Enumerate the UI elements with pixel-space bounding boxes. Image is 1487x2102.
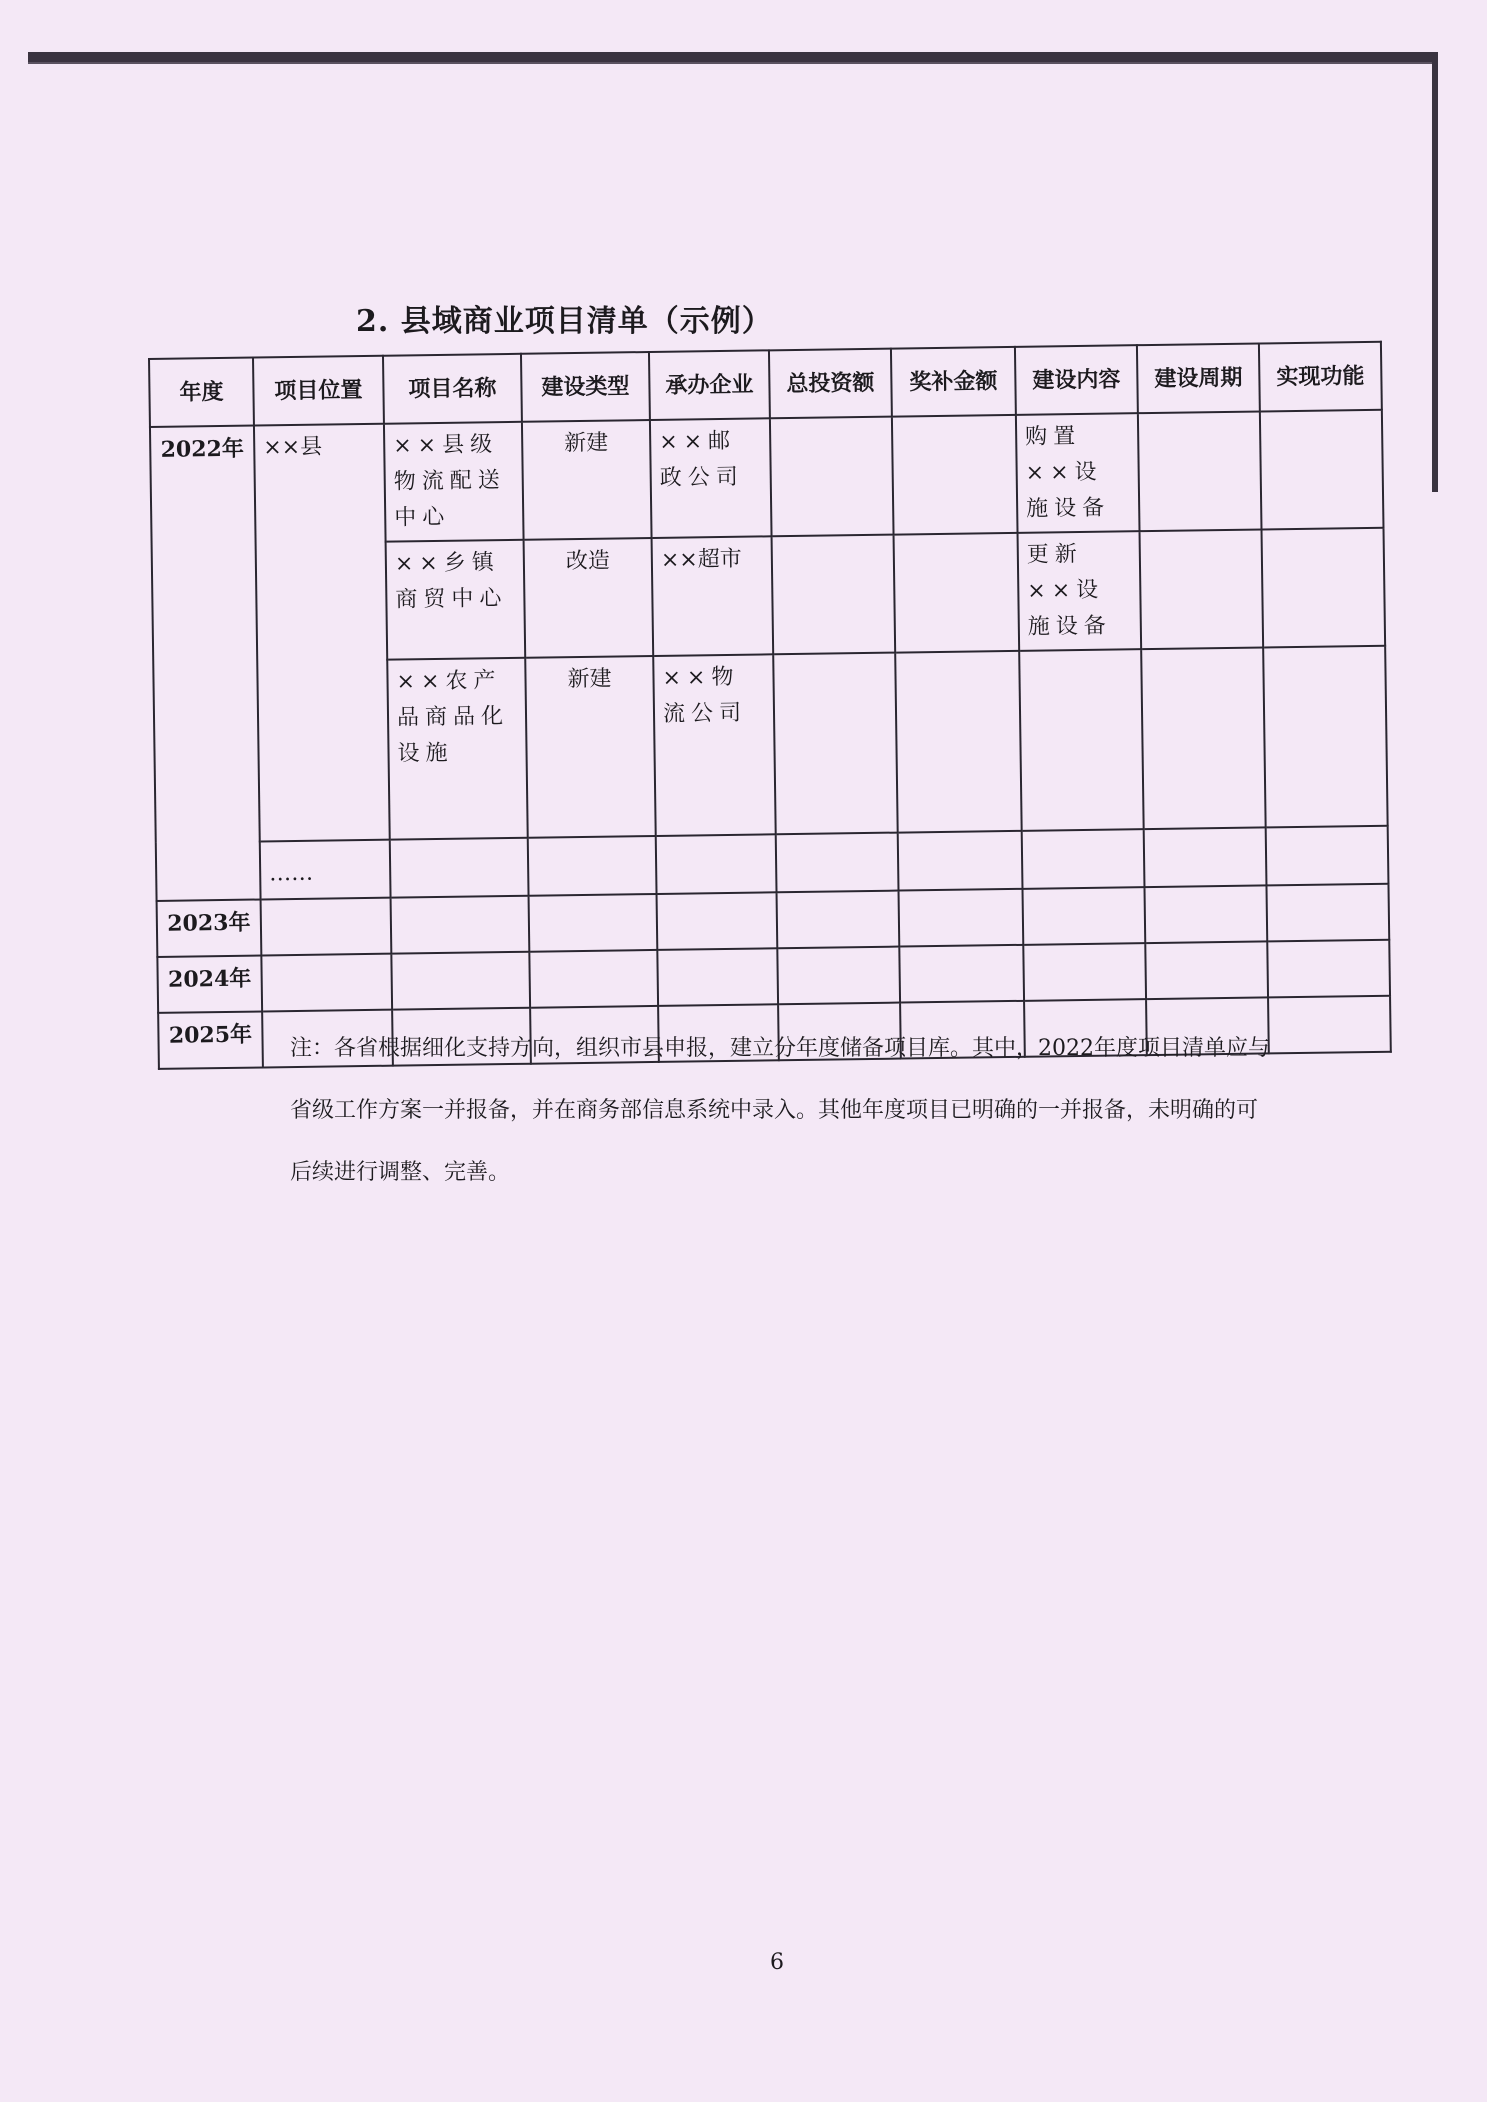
subsidy-cell: [895, 651, 1022, 833]
content-cell: 购置××设施设备: [1016, 413, 1140, 533]
header-build-type: 建设类型: [521, 352, 650, 422]
investment-cell: [772, 535, 896, 655]
header-subsidy: 奖补金额: [891, 347, 1016, 417]
header-location: 项目位置: [253, 356, 384, 426]
header-company: 承办企业: [649, 350, 770, 420]
table-footnote: 注：各省根据细化支持方向，组织市县申报，建立分年度储备项目库。其中，2022年度项目清单应与省级工作方案一并报备，并在商务部信息系统中录入。其他年度项目已明确的一并报备，未明确的可后续进行调整、完善。: [290, 1036, 1270, 1185]
header-function: 实现功能: [1259, 342, 1382, 412]
project-name-cell: ××县级物流配送中心: [384, 422, 524, 542]
header-project-name: 项目名称: [383, 354, 522, 424]
scan-top-border: [28, 52, 1438, 64]
period-cell: [1138, 411, 1262, 531]
page-number: 6: [770, 1950, 784, 1975]
year-cell-2024: 2024年: [157, 955, 262, 1012]
period-cell: [1141, 647, 1266, 829]
project-name-cell: ××乡镇商贸中心: [386, 540, 526, 660]
project-name-cell: ××农产品商品化设施: [387, 658, 527, 840]
function-cell: [1263, 646, 1388, 828]
function-cell: [1262, 528, 1386, 648]
header-year: 年度: [149, 358, 254, 427]
content-cell: 更新××设施设备: [1018, 531, 1142, 651]
build-type-cell: 新建: [522, 420, 652, 540]
content-cell: [1019, 649, 1144, 831]
investment-cell: [770, 417, 894, 537]
subsidy-cell: [892, 415, 1018, 535]
company-cell: ××超市: [652, 536, 774, 656]
subsidy-cell: [894, 533, 1020, 653]
year-cell-2023: 2023年: [157, 899, 262, 956]
year-cell-2022: 2022年: [150, 426, 261, 901]
function-cell: [1260, 410, 1384, 530]
build-type-cell: 改造: [524, 538, 654, 658]
location-cell: ××县: [254, 424, 390, 842]
build-type-cell: 新建: [525, 656, 656, 838]
table-row: [150, 410, 1384, 545]
scan-right-border: [1432, 52, 1438, 492]
company-cell: ××物流公司: [653, 654, 776, 836]
company-cell: ××邮政公司: [650, 418, 772, 538]
header-investment: 总投资额: [769, 349, 892, 419]
location-cell: ……: [260, 840, 391, 900]
header-period: 建设周期: [1137, 343, 1260, 413]
header-content: 建设内容: [1015, 345, 1138, 415]
investment-cell: [773, 653, 898, 835]
period-cell: [1140, 529, 1264, 649]
year-cell-2025: 2025年: [158, 1011, 263, 1068]
project-list-table: [148, 341, 1392, 1070]
page-title: 2. 县域商业项目清单（示例）: [356, 304, 773, 339]
